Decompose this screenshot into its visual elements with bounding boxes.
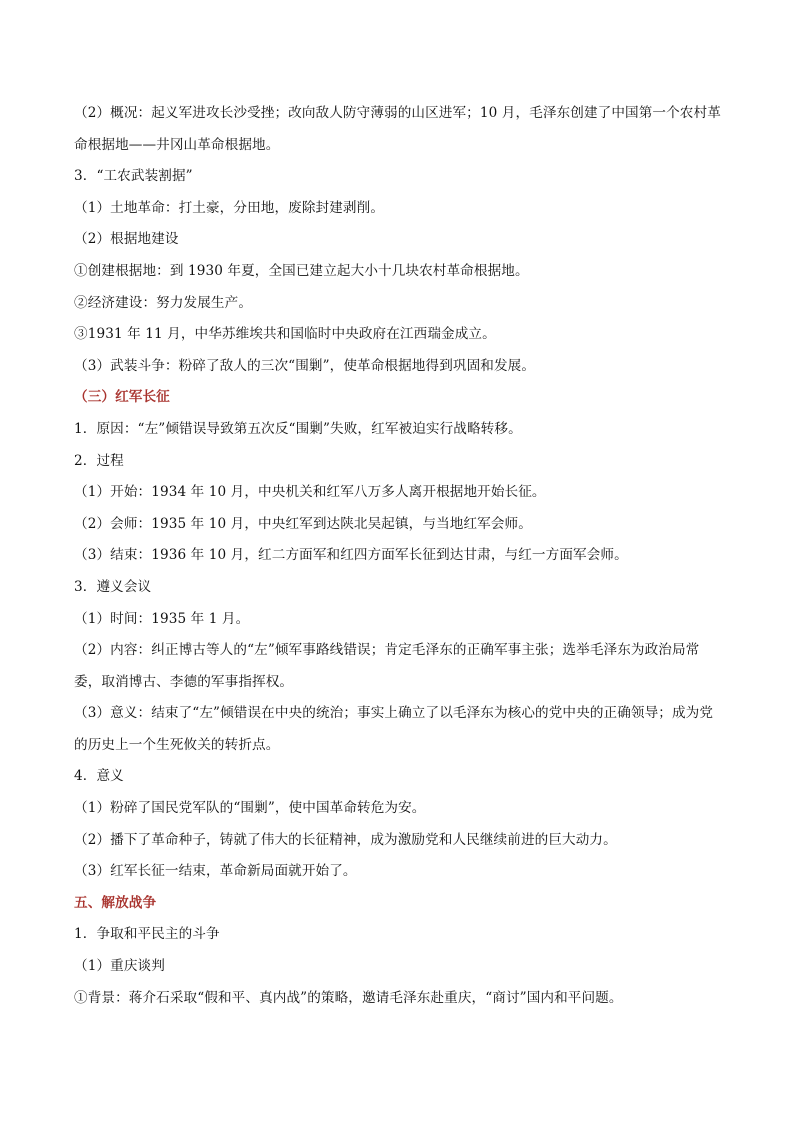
paragraph-chongqing-negotiation: （1）重庆谈判 <box>74 958 165 975</box>
paragraph-significance-heading: 4．意义 <box>74 768 124 785</box>
paragraph-process-end: （3）结束：1936 年 10 月，红二方面军和红四方面军长征到达甘肃，与红一方面军会师。 <box>74 547 628 564</box>
paragraph-process-heading: 2．过程 <box>74 452 124 469</box>
document-body <box>74 98 726 1014</box>
paragraph-zunyi-heading: 3．遵义会议 <box>74 578 152 595</box>
paragraph-zunyi-content: （2）内容：纠正博古等人的“左”倾军事路线错误；肯定毛泽东的正确军事主张；选举毛泽东为政治局常委，取消博古、李德的军事指挥权。 <box>74 642 700 690</box>
paragraph-land-revolution: （1）土地革命：打土豪，分田地，废除封建剥削。 <box>74 199 385 216</box>
section-heading-long-march: （三）红军长征 <box>74 389 170 406</box>
paragraph-process-start: （1）开始：1934 年 10 月，中央机关和红军八万多人离开根据地开始长征。 <box>74 484 546 501</box>
paragraph-significance-2: （2）播下了革命种子，铸就了伟大的长征精神，成为激励党和人民继续前进的巨大动力。 <box>74 831 617 848</box>
paragraph-soviet-government: ③1931 年 11 月，中华苏维埃共和国临时中央政府在江西瑞金成立。 <box>74 326 496 343</box>
paragraph-economic-construction: ②经济建设：努力发展生产。 <box>74 294 253 311</box>
section-heading-liberation-war: 五、解放战争 <box>74 894 157 911</box>
paragraph-significance-3: （3）红军长征一结束，革命新局面就开始了。 <box>74 863 357 880</box>
paragraph-long-march-cause: 1．原因：“左”倾错误导致第五次反“围剿”失败，红军被迫实行战略转移。 <box>74 420 522 437</box>
paragraph-zunyi-significance: （3）意义：结束了“左”倾错误在中央的统治；事实上确立了以毛泽东为核心的党中央的正确领导；成为党的历史上一个生死攸关的转折点。 <box>74 705 714 753</box>
paragraph-create-bases: ①创建根据地：到 1930 年夏，全国已建立起大小十几块农村革命根据地。 <box>74 262 529 279</box>
paragraph-armed-struggle: （3）武装斗争：粉碎了敌人的三次“围剿”，使革命根据地得到巩固和发展。 <box>74 357 536 374</box>
paragraph-chongqing-background: ①背景：蒋介石采取“假和平、真内战”的策略，邀请毛泽东赴重庆，“商讨”国内和平问题。 <box>74 989 623 1006</box>
paragraph-zunyi-time: （1）时间：1935 年 1 月。 <box>74 610 250 627</box>
paragraph-section-3-heading: 3．“工农武装割据” <box>74 168 193 185</box>
paragraph-autumn-uprising-overview: （2）概况：起义军进攻长沙受挫；改向敌人防守薄弱的山区进军；10 月，毛泽东创建了中国第一个农村革命根据地——井冈山革命根据地。 <box>74 105 721 153</box>
paragraph-base-construction: （2）根据地建设 <box>74 231 179 248</box>
paragraph-peace-democracy-heading: 1．争取和平民主的斗争 <box>74 926 220 943</box>
paragraph-process-meeting: （2）会师：1935 年 10 月，中央红军到达陕北吴起镇，与当地红军会师。 <box>74 515 532 532</box>
paragraph-significance-1: （1）粉碎了国民党军队的“围剿”，使中国革命转危为安。 <box>74 800 426 817</box>
